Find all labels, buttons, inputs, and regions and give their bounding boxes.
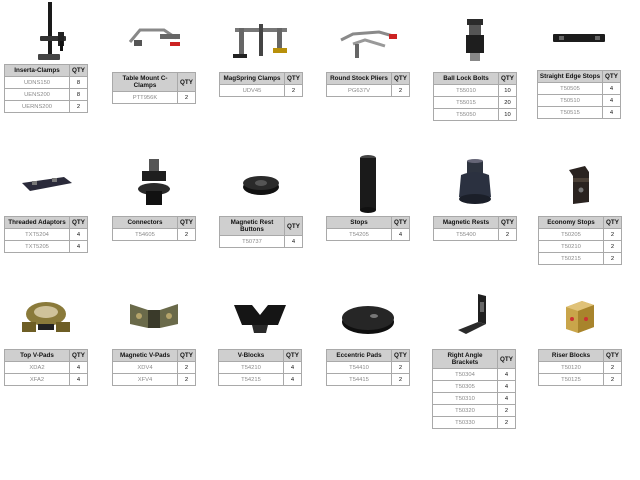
magnetic-rest-icon bbox=[453, 157, 497, 211]
sku-cell: XDA2 bbox=[5, 362, 70, 374]
parts-table-magnetic-v-pads bbox=[112, 349, 196, 386]
qty-cell: 2 bbox=[499, 229, 517, 241]
qty-cell: 4 bbox=[285, 236, 303, 248]
parts-table-round-stock-pliers bbox=[326, 72, 410, 97]
table-row bbox=[434, 229, 517, 241]
qty-header: QTY bbox=[392, 350, 410, 362]
parts-table-table-mount-c-clamps bbox=[112, 72, 196, 104]
qty-header: QTY bbox=[604, 350, 622, 362]
table-row bbox=[539, 241, 622, 253]
qty-header: QTY bbox=[499, 217, 517, 229]
table-row bbox=[5, 77, 88, 89]
sku-cell: T50320 bbox=[433, 405, 498, 417]
edge-stop-bar-icon bbox=[551, 28, 607, 48]
parts-table-ball-lock-bolts bbox=[433, 72, 517, 121]
table-row bbox=[327, 229, 410, 241]
sku-cell: UERNS200 bbox=[5, 101, 70, 113]
c-clamp-icon bbox=[124, 20, 184, 60]
qty-cell: 2 bbox=[178, 374, 196, 386]
product-top-v-pads bbox=[4, 285, 88, 386]
table-row bbox=[5, 229, 88, 241]
sku-cell: T54415 bbox=[327, 374, 392, 386]
qty-header: QTY bbox=[392, 217, 410, 229]
product-eccentric-pads bbox=[326, 285, 410, 386]
parts-table-straight-edge-stops bbox=[537, 70, 621, 119]
sku-cell: PG637V bbox=[327, 85, 392, 97]
product-economy-stops bbox=[538, 152, 622, 265]
qty-cell: 8 bbox=[70, 77, 88, 89]
sku-cell: T54605 bbox=[113, 229, 178, 241]
parts-table-threaded-adaptors bbox=[4, 216, 88, 253]
group-title: Round Stock Pliers bbox=[327, 73, 392, 85]
table-row bbox=[113, 374, 196, 386]
qty-cell: 2 bbox=[392, 85, 410, 97]
group-title: Right Angle Brackets bbox=[433, 350, 498, 369]
qty-cell: 4 bbox=[70, 374, 88, 386]
table-row bbox=[219, 362, 302, 374]
sku-cell: T50205 bbox=[539, 229, 604, 241]
group-title: Inserta-Clamps bbox=[5, 65, 70, 77]
qty-cell: 2 bbox=[604, 374, 622, 386]
parts-table-riser-blocks bbox=[538, 349, 622, 386]
parts-table-economy-stops bbox=[538, 216, 622, 265]
sku-cell: T50330 bbox=[433, 417, 498, 429]
qty-cell: 20 bbox=[499, 97, 517, 109]
sku-cell: UDV45 bbox=[220, 85, 285, 97]
group-title: MagSpring Clamps bbox=[220, 73, 285, 85]
product-ball-lock-bolts bbox=[433, 8, 517, 121]
table-row bbox=[327, 374, 410, 386]
qty-header: QTY bbox=[499, 73, 517, 85]
sku-cell: T50510 bbox=[538, 95, 603, 107]
qty-cell: 2 bbox=[498, 405, 516, 417]
sku-cell: UENS200 bbox=[5, 89, 70, 101]
sku-cell: T50120 bbox=[539, 362, 604, 374]
product-table-mount-c-clamps bbox=[112, 8, 196, 104]
qty-header: QTY bbox=[70, 350, 88, 362]
table-row bbox=[220, 85, 303, 97]
sku-cell: T50215 bbox=[539, 253, 604, 265]
table-row bbox=[538, 95, 621, 107]
locking-pliers-icon bbox=[335, 18, 401, 62]
parts-table-connectors bbox=[112, 216, 196, 241]
sku-cell: T55015 bbox=[434, 97, 499, 109]
parts-table-eccentric-pads bbox=[326, 349, 410, 386]
qty-cell: 2 bbox=[178, 362, 196, 374]
qty-cell: 2 bbox=[70, 101, 88, 113]
product-connectors bbox=[112, 152, 196, 241]
angle-bracket-icon bbox=[452, 290, 496, 344]
qty-header: QTY bbox=[285, 217, 303, 236]
parts-table-magspring-clamps bbox=[219, 72, 303, 97]
qty-cell: 2 bbox=[604, 362, 622, 374]
table-row bbox=[539, 362, 622, 374]
parts-table-magnetic-rests bbox=[433, 216, 517, 241]
qty-cell: 2 bbox=[604, 229, 622, 241]
table-row bbox=[433, 381, 516, 393]
table-row bbox=[113, 92, 196, 104]
group-title: Straight Edge Stops bbox=[538, 71, 603, 83]
parts-table-right-angle-brackets bbox=[432, 349, 516, 429]
table-row bbox=[5, 101, 88, 113]
table-row bbox=[5, 89, 88, 101]
qty-cell: 2 bbox=[392, 362, 410, 374]
qty-header: QTY bbox=[285, 73, 303, 85]
qty-header: QTY bbox=[70, 217, 88, 229]
table-row bbox=[433, 405, 516, 417]
qty-cell: 10 bbox=[499, 109, 517, 121]
qty-header: QTY bbox=[498, 350, 516, 369]
table-row bbox=[539, 253, 622, 265]
sku-cell: T50210 bbox=[539, 241, 604, 253]
qty-cell: 2 bbox=[178, 229, 196, 241]
sku-cell: T50305 bbox=[433, 381, 498, 393]
sku-cell: XFA2 bbox=[5, 374, 70, 386]
qty-cell: 8 bbox=[70, 89, 88, 101]
top-v-pad-icon bbox=[16, 292, 76, 342]
threaded-adaptor-icon bbox=[18, 169, 74, 199]
parts-table-v-blocks bbox=[218, 349, 302, 386]
qty-header: QTY bbox=[392, 73, 410, 85]
sku-cell: T50505 bbox=[538, 83, 603, 95]
table-row bbox=[220, 236, 303, 248]
table-row bbox=[113, 362, 196, 374]
group-title: Magnetic Rest Buttons bbox=[220, 217, 285, 236]
group-title: Magnetic V-Pads bbox=[113, 350, 178, 362]
parts-table-magnetic-rest-buttons bbox=[219, 216, 303, 248]
table-row bbox=[434, 85, 517, 97]
qty-cell: 4 bbox=[70, 229, 88, 241]
product-magspring-clamps bbox=[219, 8, 303, 97]
qty-cell: 4 bbox=[498, 369, 516, 381]
qty-cell: 2 bbox=[604, 241, 622, 253]
group-title: Economy Stops bbox=[539, 217, 604, 229]
qty-header: QTY bbox=[604, 217, 622, 229]
sku-cell: T55050 bbox=[434, 109, 499, 121]
qty-header: QTY bbox=[603, 71, 621, 83]
toggle-clamp-icon bbox=[16, 0, 76, 64]
table-row bbox=[433, 417, 516, 429]
sku-cell: T50515 bbox=[538, 107, 603, 119]
magnetic-v-pad-icon bbox=[124, 294, 184, 340]
group-title: Magnetic Rests bbox=[434, 217, 499, 229]
qty-header: QTY bbox=[284, 350, 302, 362]
stop-pin-icon bbox=[356, 154, 380, 214]
sku-cell: UDNS150 bbox=[5, 77, 70, 89]
table-row bbox=[5, 241, 88, 253]
qty-header: QTY bbox=[178, 73, 196, 92]
riser-block-icon bbox=[560, 295, 600, 339]
sku-cell: T54205 bbox=[327, 229, 392, 241]
parts-table-inserta-clamps bbox=[4, 64, 88, 113]
sku-cell: T50304 bbox=[433, 369, 498, 381]
group-title: Connectors bbox=[113, 217, 178, 229]
ball-lock-bolt-icon bbox=[460, 15, 490, 65]
qty-cell: 4 bbox=[70, 241, 88, 253]
table-row bbox=[5, 374, 88, 386]
qty-header: QTY bbox=[178, 217, 196, 229]
product-stops bbox=[326, 152, 410, 241]
product-magnetic-v-pads bbox=[112, 285, 196, 386]
sku-cell: TXT5205 bbox=[5, 241, 70, 253]
sku-cell: T50125 bbox=[539, 374, 604, 386]
group-title: Stops bbox=[327, 217, 392, 229]
group-title: Ball Lock Bolts bbox=[434, 73, 499, 85]
table-row bbox=[5, 362, 88, 374]
qty-cell: 2 bbox=[285, 85, 303, 97]
sku-cell: T54210 bbox=[219, 362, 284, 374]
sku-cell: T54215 bbox=[219, 374, 284, 386]
qty-cell: 4 bbox=[284, 362, 302, 374]
qty-cell: 4 bbox=[603, 95, 621, 107]
table-row bbox=[327, 362, 410, 374]
product-magnetic-rest-buttons bbox=[219, 152, 303, 248]
product-straight-edge-stops bbox=[537, 6, 621, 119]
group-title: Top V-Pads bbox=[5, 350, 70, 362]
qty-cell: 4 bbox=[603, 107, 621, 119]
sku-cell: T54410 bbox=[327, 362, 392, 374]
group-title: Riser Blocks bbox=[539, 350, 604, 362]
economy-stop-icon bbox=[563, 162, 597, 206]
sku-cell: T50310 bbox=[433, 393, 498, 405]
parts-table-stops bbox=[326, 216, 410, 241]
sku-cell: XFV4 bbox=[113, 374, 178, 386]
qty-cell: 4 bbox=[498, 381, 516, 393]
product-riser-blocks bbox=[538, 285, 622, 386]
qty-header: QTY bbox=[70, 65, 88, 77]
product-threaded-adaptors bbox=[4, 152, 88, 253]
product-inserta-clamps bbox=[4, 0, 88, 113]
rest-button-icon bbox=[239, 169, 283, 199]
table-row bbox=[539, 229, 622, 241]
table-row bbox=[219, 374, 302, 386]
connector-icon bbox=[134, 157, 174, 211]
sku-cell: PTT956K bbox=[113, 92, 178, 104]
qty-cell: 2 bbox=[604, 253, 622, 265]
sku-cell: T55010 bbox=[434, 85, 499, 97]
sku-cell: XDV4 bbox=[113, 362, 178, 374]
product-right-angle-brackets bbox=[432, 285, 516, 429]
eccentric-pad-icon bbox=[338, 294, 398, 340]
table-row bbox=[538, 107, 621, 119]
table-row bbox=[539, 374, 622, 386]
table-row bbox=[433, 393, 516, 405]
qty-cell: 4 bbox=[284, 374, 302, 386]
group-title: Table Mount C-Clamps bbox=[113, 73, 178, 92]
v-block-icon bbox=[230, 297, 290, 337]
qty-cell: 2 bbox=[498, 417, 516, 429]
qty-cell: 2 bbox=[178, 92, 196, 104]
qty-cell: 4 bbox=[603, 83, 621, 95]
sku-cell: T55400 bbox=[434, 229, 499, 241]
product-round-stock-pliers bbox=[326, 8, 410, 97]
group-title: Eccentric Pads bbox=[327, 350, 392, 362]
product-magnetic-rests bbox=[433, 152, 517, 241]
qty-cell: 4 bbox=[392, 229, 410, 241]
qty-header: QTY bbox=[178, 350, 196, 362]
table-row bbox=[434, 109, 517, 121]
table-row bbox=[538, 83, 621, 95]
group-title: V-Blocks bbox=[219, 350, 284, 362]
group-title: Threaded Adaptors bbox=[5, 217, 70, 229]
qty-cell: 2 bbox=[392, 374, 410, 386]
table-row bbox=[113, 229, 196, 241]
parts-table-top-v-pads bbox=[4, 349, 88, 386]
table-row bbox=[433, 369, 516, 381]
table-row bbox=[327, 85, 410, 97]
sku-cell: TXT5204 bbox=[5, 229, 70, 241]
qty-cell: 4 bbox=[70, 362, 88, 374]
spring-clamp-icon bbox=[229, 18, 293, 62]
qty-cell: 10 bbox=[499, 85, 517, 97]
table-row bbox=[434, 97, 517, 109]
sku-cell: T50737 bbox=[220, 236, 285, 248]
qty-cell: 4 bbox=[498, 393, 516, 405]
product-v-blocks bbox=[218, 285, 302, 386]
